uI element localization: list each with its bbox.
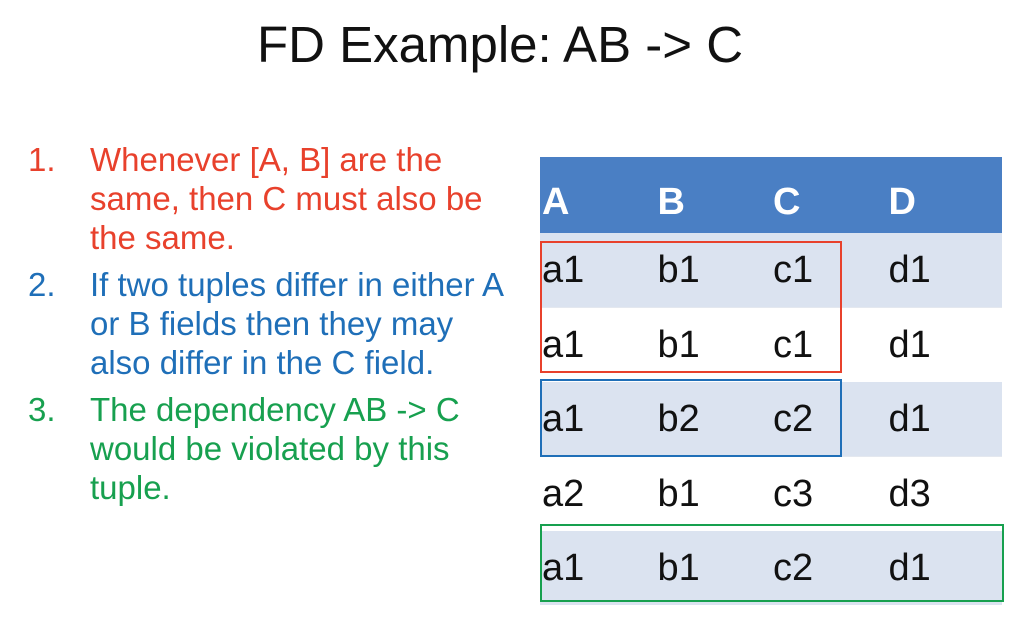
explanation-list	[28, 140, 508, 515]
table-cell: a2	[540, 457, 656, 532]
point-number: 2.	[28, 266, 56, 303]
table-cell: c1	[771, 308, 887, 383]
table-cell: d1	[887, 531, 1003, 605]
table-header-row	[540, 157, 1002, 233]
table-cell: c1	[771, 233, 887, 308]
table-row	[540, 457, 1002, 532]
table-row	[540, 382, 1002, 457]
table-cell: b1	[656, 457, 772, 532]
relation-table	[540, 157, 1002, 605]
slide-title: FD Example: AB -> C	[256, 16, 744, 73]
table-row	[540, 233, 1002, 308]
table-row	[540, 531, 1002, 605]
table-cell: c3	[771, 457, 887, 532]
table-cell: b1	[656, 233, 772, 308]
table-cell: b1	[656, 308, 772, 383]
point-number: 3.	[28, 391, 56, 428]
point-text: The dependency AB -> C would be violated by this tuple.	[90, 391, 460, 506]
column-header-b: B	[656, 157, 772, 233]
table-cell: d1	[887, 233, 1003, 308]
table-cell: a1	[540, 382, 656, 457]
point-text: If two tuples differ in either A or B fields then they may also differ in the C field.	[90, 266, 503, 381]
table-cell: d1	[887, 308, 1003, 383]
column-header-d: D	[887, 157, 1003, 233]
point-1	[28, 140, 508, 257]
table-cell: d3	[887, 457, 1003, 532]
point-3	[28, 390, 508, 507]
point-2	[28, 265, 508, 382]
table-row	[540, 308, 1002, 383]
table-cell: a1	[540, 308, 656, 383]
table-cell: b1	[656, 531, 772, 605]
point-number: 1.	[28, 141, 56, 178]
table-cell: a1	[540, 233, 656, 308]
table-cell: d1	[887, 382, 1003, 457]
table-cell: c2	[771, 382, 887, 457]
table-cell: b2	[656, 382, 772, 457]
column-header-c: C	[771, 157, 887, 233]
column-header-a: A	[540, 157, 656, 233]
point-text: Whenever [A, B] are the same, then C must also be the same.	[90, 141, 483, 256]
table-cell: a1	[540, 531, 656, 605]
table-cell: c2	[771, 531, 887, 605]
